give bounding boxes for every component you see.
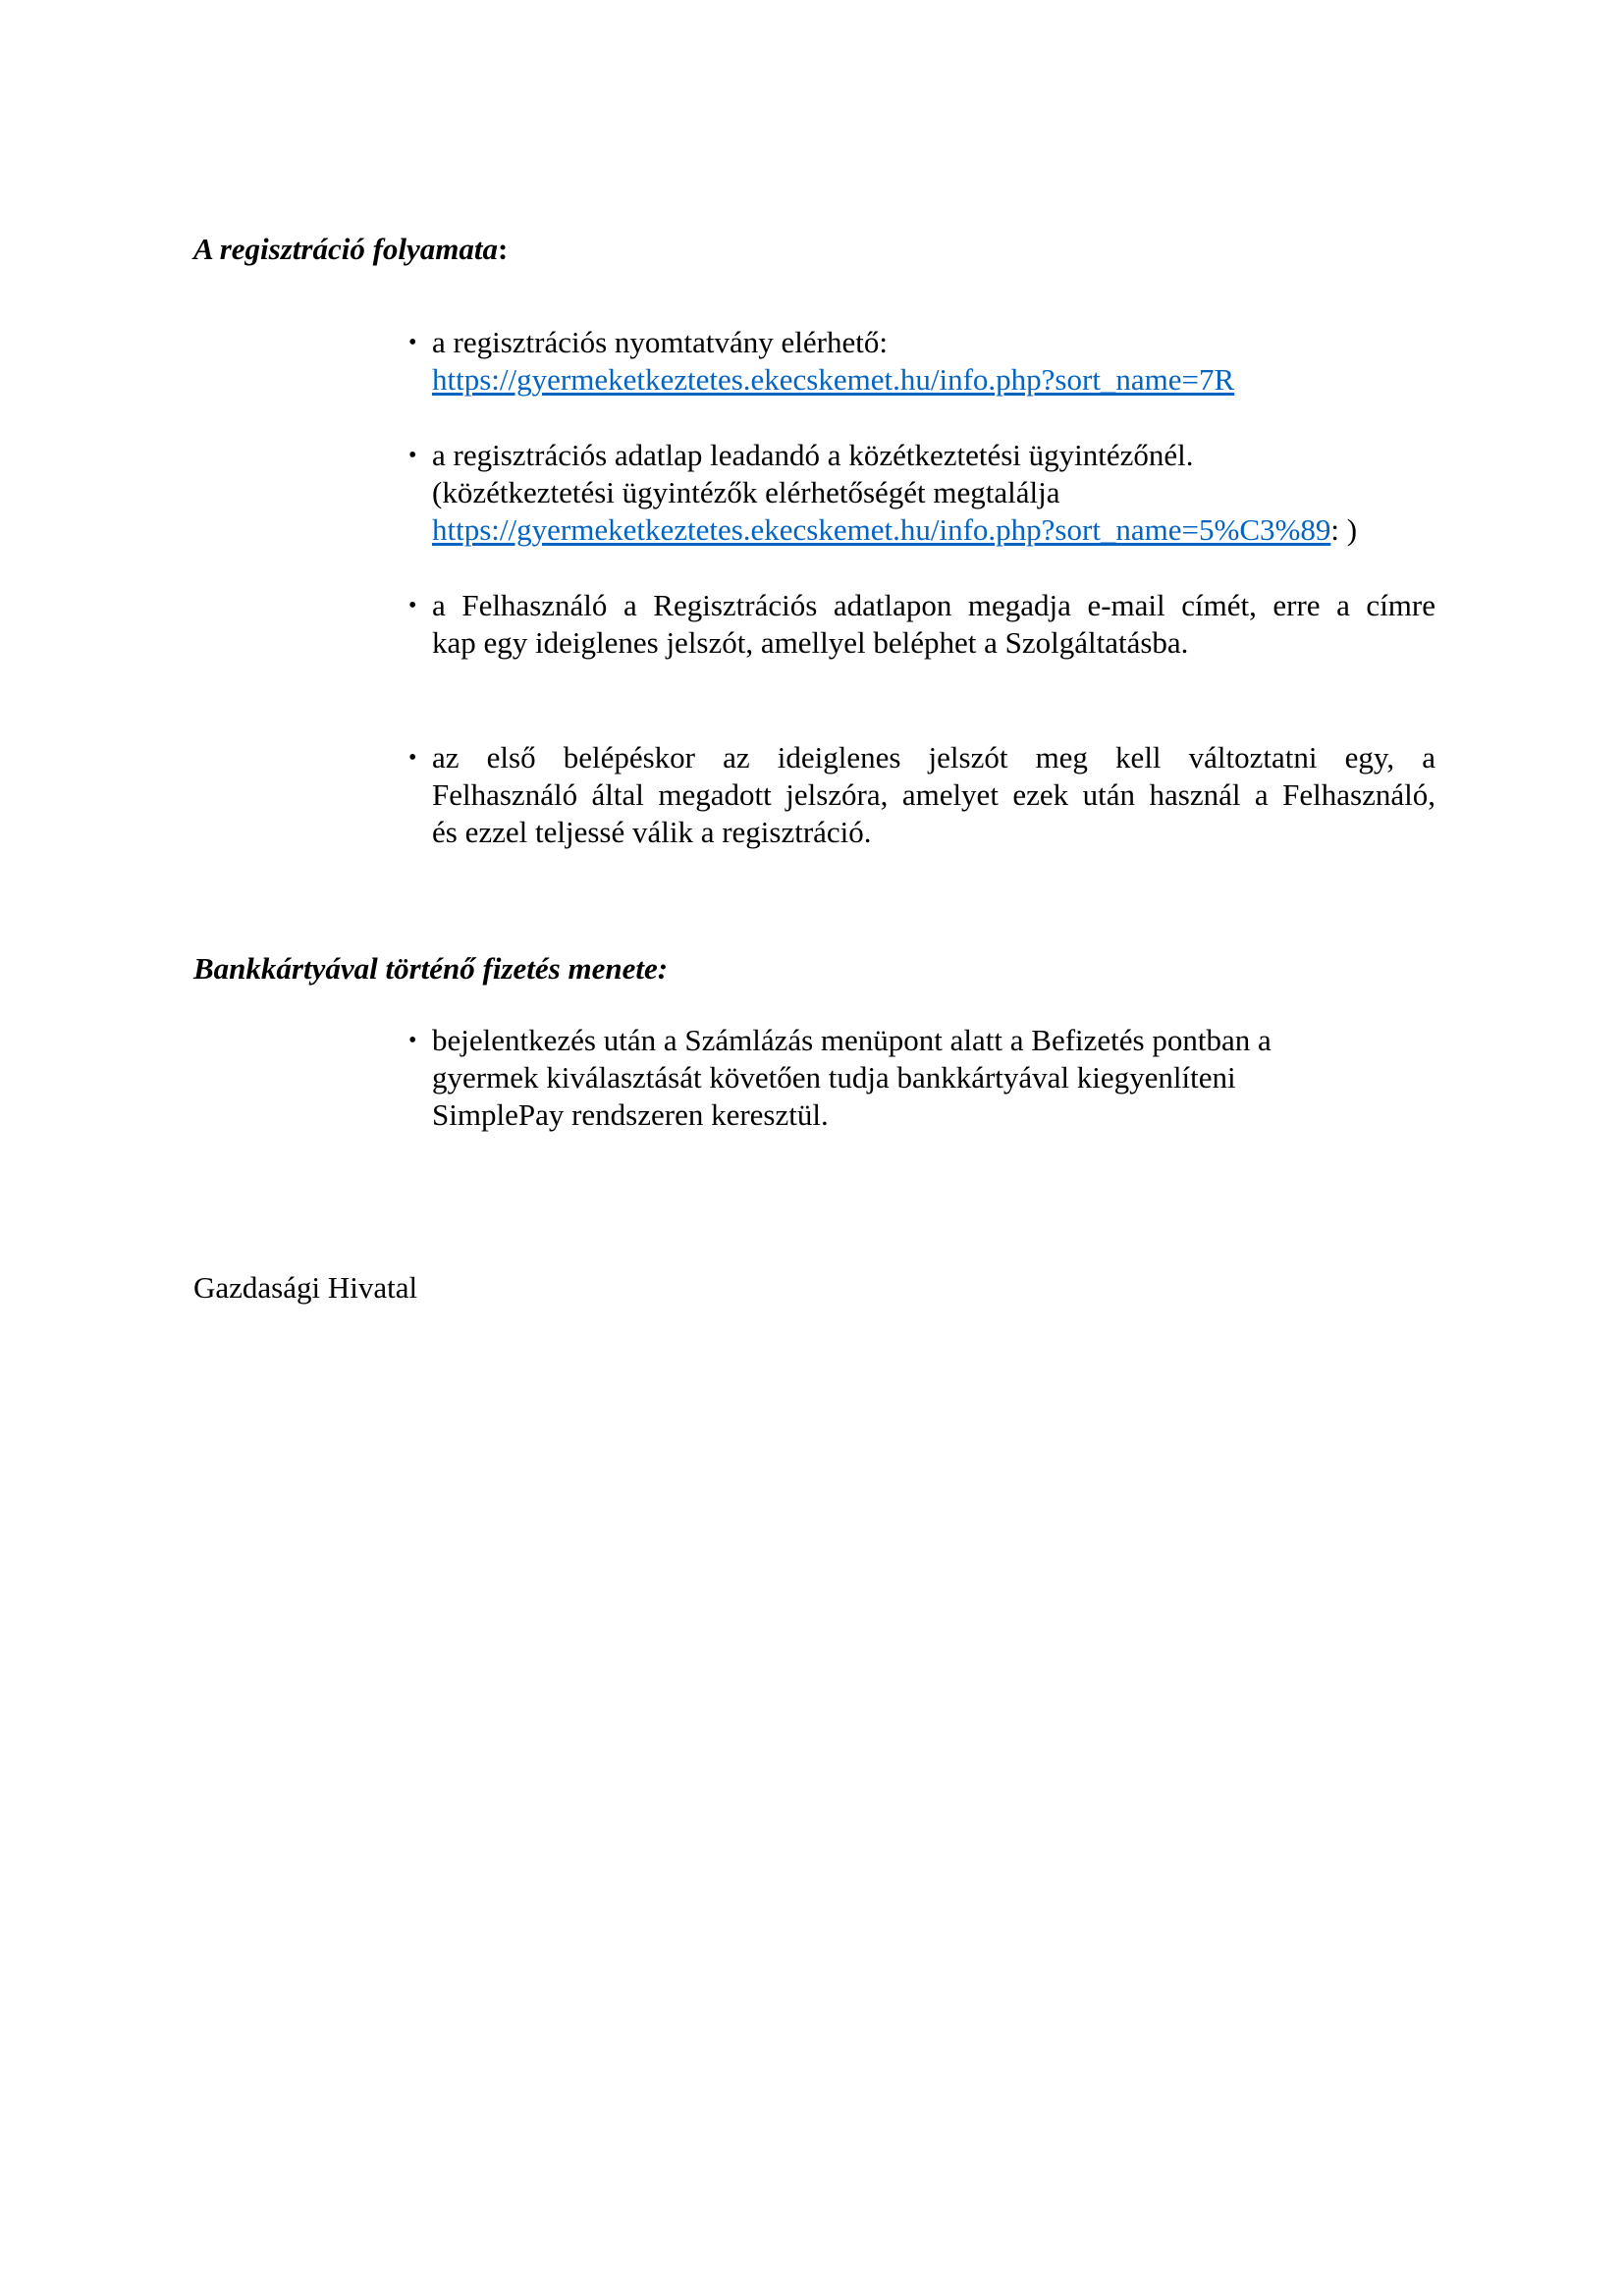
list-spacer [403,662,1435,739]
registration-step-4-line-2: Felhasználó által megadott jelszóra, amelyet ezek után használ a Felhasználó, [432,777,1435,812]
registration-step-4-line-1: az első belépéskor az ideiglenes jelszót meg kell változtatni egy, a [432,740,1435,774]
registration-steps-list [403,324,1435,851]
administrators-contact-link[interactable]: https://gyermeketkeztetes.ekecskemet.hu/info.php?sort_name=5%C3%89 [432,512,1331,547]
list-item [403,739,1435,851]
registration-step-1-line-1: a regisztrációs nyomtatvány elérhető: [432,325,888,359]
payment-step-line-1: bejelentkezés után a Számlázás menüpont alatt a Befizetés pontban a [432,1023,1272,1057]
list-item [403,587,1435,662]
bullet-icon: • [408,443,417,468]
registration-step-4-line-3: és ezzel teljessé válik a regisztráció. [432,815,872,849]
registration-step-3-line-1: a Felhasználó a Regisztrációs adatlapon megadja e-mail címét, erre a címre [432,588,1435,622]
registration-step-3-line-2: kap egy ideiglenes jelszót, amellyel beléphet a Szolgáltatásba. [432,625,1189,660]
registration-step-2-link-suffix: : ) [1330,512,1358,547]
list-spacer [403,549,1435,587]
payment-step-line-3: SimplePay rendszeren keresztül. [432,1097,829,1132]
bullet-icon: • [408,593,417,618]
payment-steps-list [403,1022,1435,1134]
registration-heading-colon: : [498,232,509,266]
registration-step-2-line-1: a regisztrációs adatlap leadandó a közétkeztetési ügyintézőnél. [432,438,1194,472]
payment-step-line-2: gyermek kiválasztását követően tudja bankkártyával kiegyenlíteni [432,1060,1236,1095]
list-item [403,437,1435,549]
registration-form-link[interactable]: https://gyermeketkeztetes.ekecskemet.hu/info.php?sort_name=7R [432,362,1235,397]
list-spacer [403,399,1435,437]
signature: Gazdasági Hivatal [193,1270,418,1305]
bullet-icon: • [408,745,417,771]
registration-step-2-line-2: (közétkeztetési ügyintézők elérhetőségét megtalálja [432,475,1060,509]
bullet-icon: • [408,1028,417,1053]
registration-heading [193,231,508,268]
payment-heading: Bankkártyával történő fizetés menete: [193,951,669,986]
registration-heading-text: A regisztráció folyamata [193,232,498,266]
bullet-icon: • [408,330,417,355]
list-item [403,1022,1435,1134]
list-item [403,324,1435,399]
